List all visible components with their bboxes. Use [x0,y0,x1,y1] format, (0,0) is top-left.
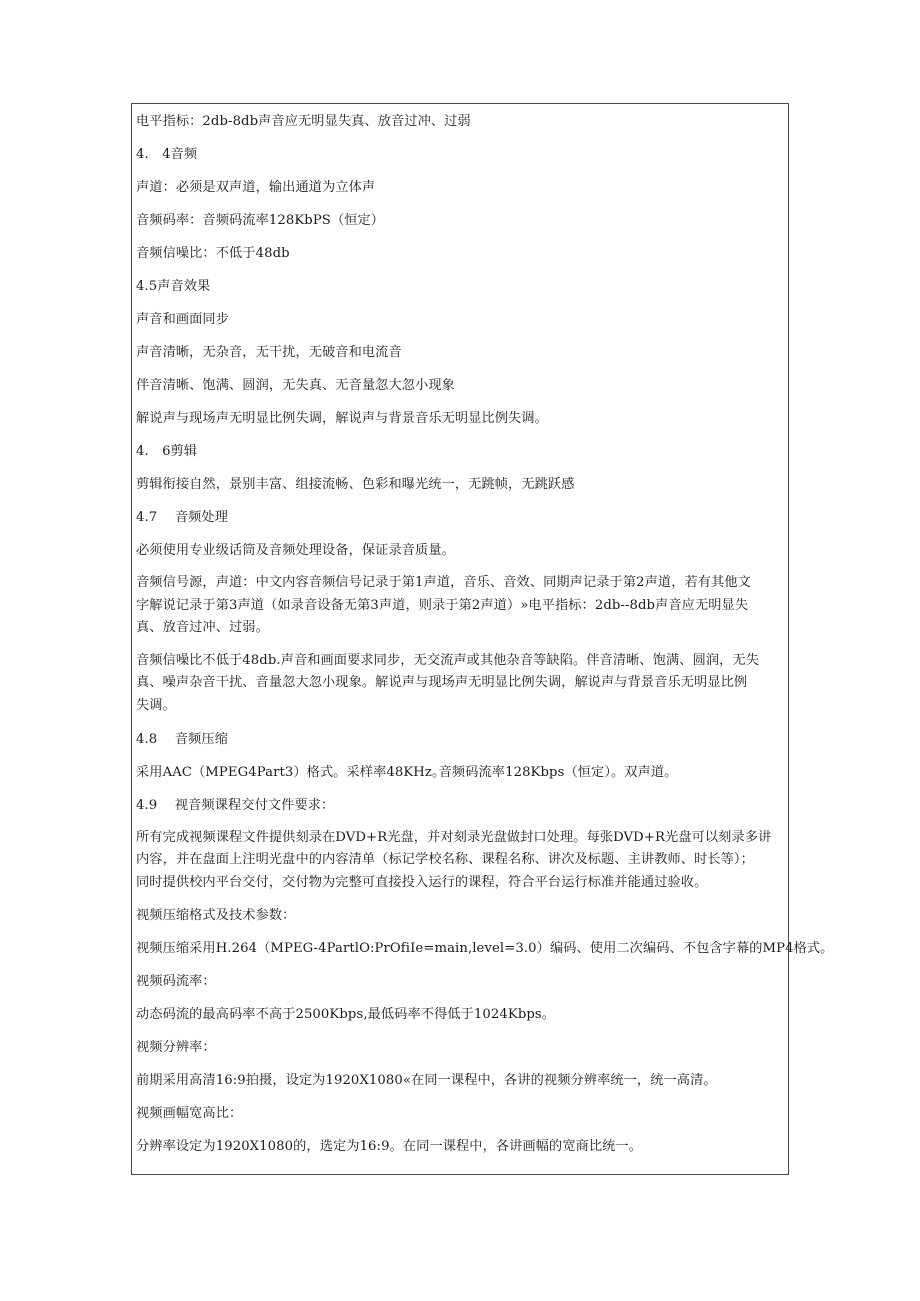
paragraph-line: 内容，并在盘面上注明光盘中的内容清单（标记学校名称、课程名称、讲次及标题、主讲教师、时长等）； [136,852,754,868]
text-line: 前期采用高清16:9拍摄，设定为1920X1080«在同一课程中，各讲的视频分辨率统一，统一高清。 [136,1073,717,1089]
text-line: 解说声与现场声无明显比例失调，解说声与背景音乐无明显比例失调。 [136,411,548,426]
section-heading: 4. 4音频 [136,147,198,162]
subheading: 视频码流率： [136,974,216,990]
section-heading: 4.7 音频处理 [136,510,229,525]
subheading: 视频分辨率： [136,1040,216,1056]
document-table-cell [131,103,834,1175]
text-line: 伴音清晰、饱满、圆润，无失真、无音量忽大忽小现象 [136,378,455,393]
text-line: 分辨率设定为1920X1080的，选定为16:9。在同一课程中，各讲画幅的宽商比统一。 [136,1139,643,1155]
text-line: 声音和画面同步 [136,312,230,327]
text-line: 剪辑衔接自然，景别丰富、组接流畅、色彩和曝光统一，无跳帧，无跳跃感 [136,477,575,492]
paragraph-line: 同时提供校内平台交付，交付物为完整可直接投入运行的课程，符合平台运行标准并能通过验收。 [136,874,708,890]
section-heading: 4. 6剪辑 [136,444,198,459]
paragraph-line: 真、噪声杂音干扰、音量忽大忽小现象。解说声与现场声无明显比例失调，解说声与背景音乐无明显比例 [136,675,748,691]
subheading: 视频画幅宽高比： [136,1106,243,1122]
paragraph-audio-signal [136,572,784,640]
text-line: 音频信噪比：不低于48db [136,246,290,261]
paragraph-line: 所有完成视频课程文件提供刻录在DVD+R光盘，并对刻录光盘做封口处理。每张DVD+R光盘可以刻录多讲 [136,829,772,845]
section-heading: 4.5声音效果 [136,279,211,294]
section-heading: 4.9 视音频课程交付文件要求： [136,797,335,813]
paragraph-line: 失调。 [136,697,176,713]
text-line: 音频码率：音频码流率128KbPS（恒定） [136,213,385,228]
text-line: 必须使用专业级话筒及音频处理设备，保证录音质量。 [136,543,455,558]
paragraph-line: 音频信噪比不低于48db.声音和画面要求同步，无交流声或其他杂音等缺陷。伴音清晰、饱满、圆润，无失 [136,652,760,668]
text-line: 采用AAC（MPEG4Part3）格式。采样率48KHz｡音频码流率128Kbps（恒定）。双声道。 [136,764,678,780]
text-line: 电平指标：2db-8db声音应无明显失真、放音过冲、过弱 [136,114,471,129]
paragraph-line: 真、放音过冲、过弱。 [136,620,269,636]
section-heading: 4.8 音频压缩 [136,731,229,747]
paragraph-line: 字解说记录于第3声道（如录音设备无第3声道，则录于第2声道）»电平指标：2db--8db声音应无明显失 [136,597,749,613]
paragraph-audio-snr [136,650,784,718]
text-line: 声道：必须是双声道，输出通道为立体声 [136,180,376,195]
paragraph-delivery [136,827,784,895]
subheading: 视频压缩格式及技术参数： [136,908,296,924]
text-line: 视频压缩采用H.264（MPEG-4PartlO:PrOfiIe=main,level=3.0）编码、使用二次编码、不包含字幕的MP4格式。 [136,941,834,957]
paragraph-line: 音频信号源，声道：中文内容音频信号记录于第1声道，音乐、音效、同期声记录于第2声道，若有其他文 [136,575,751,590]
text-line: 动态码流的最高码率不高于2500Kbps,最低码率不得低于1024Kbps。 [136,1007,556,1023]
text-line: 声音清晰，无杂音，无干扰，无破音和电流音 [136,345,402,360]
